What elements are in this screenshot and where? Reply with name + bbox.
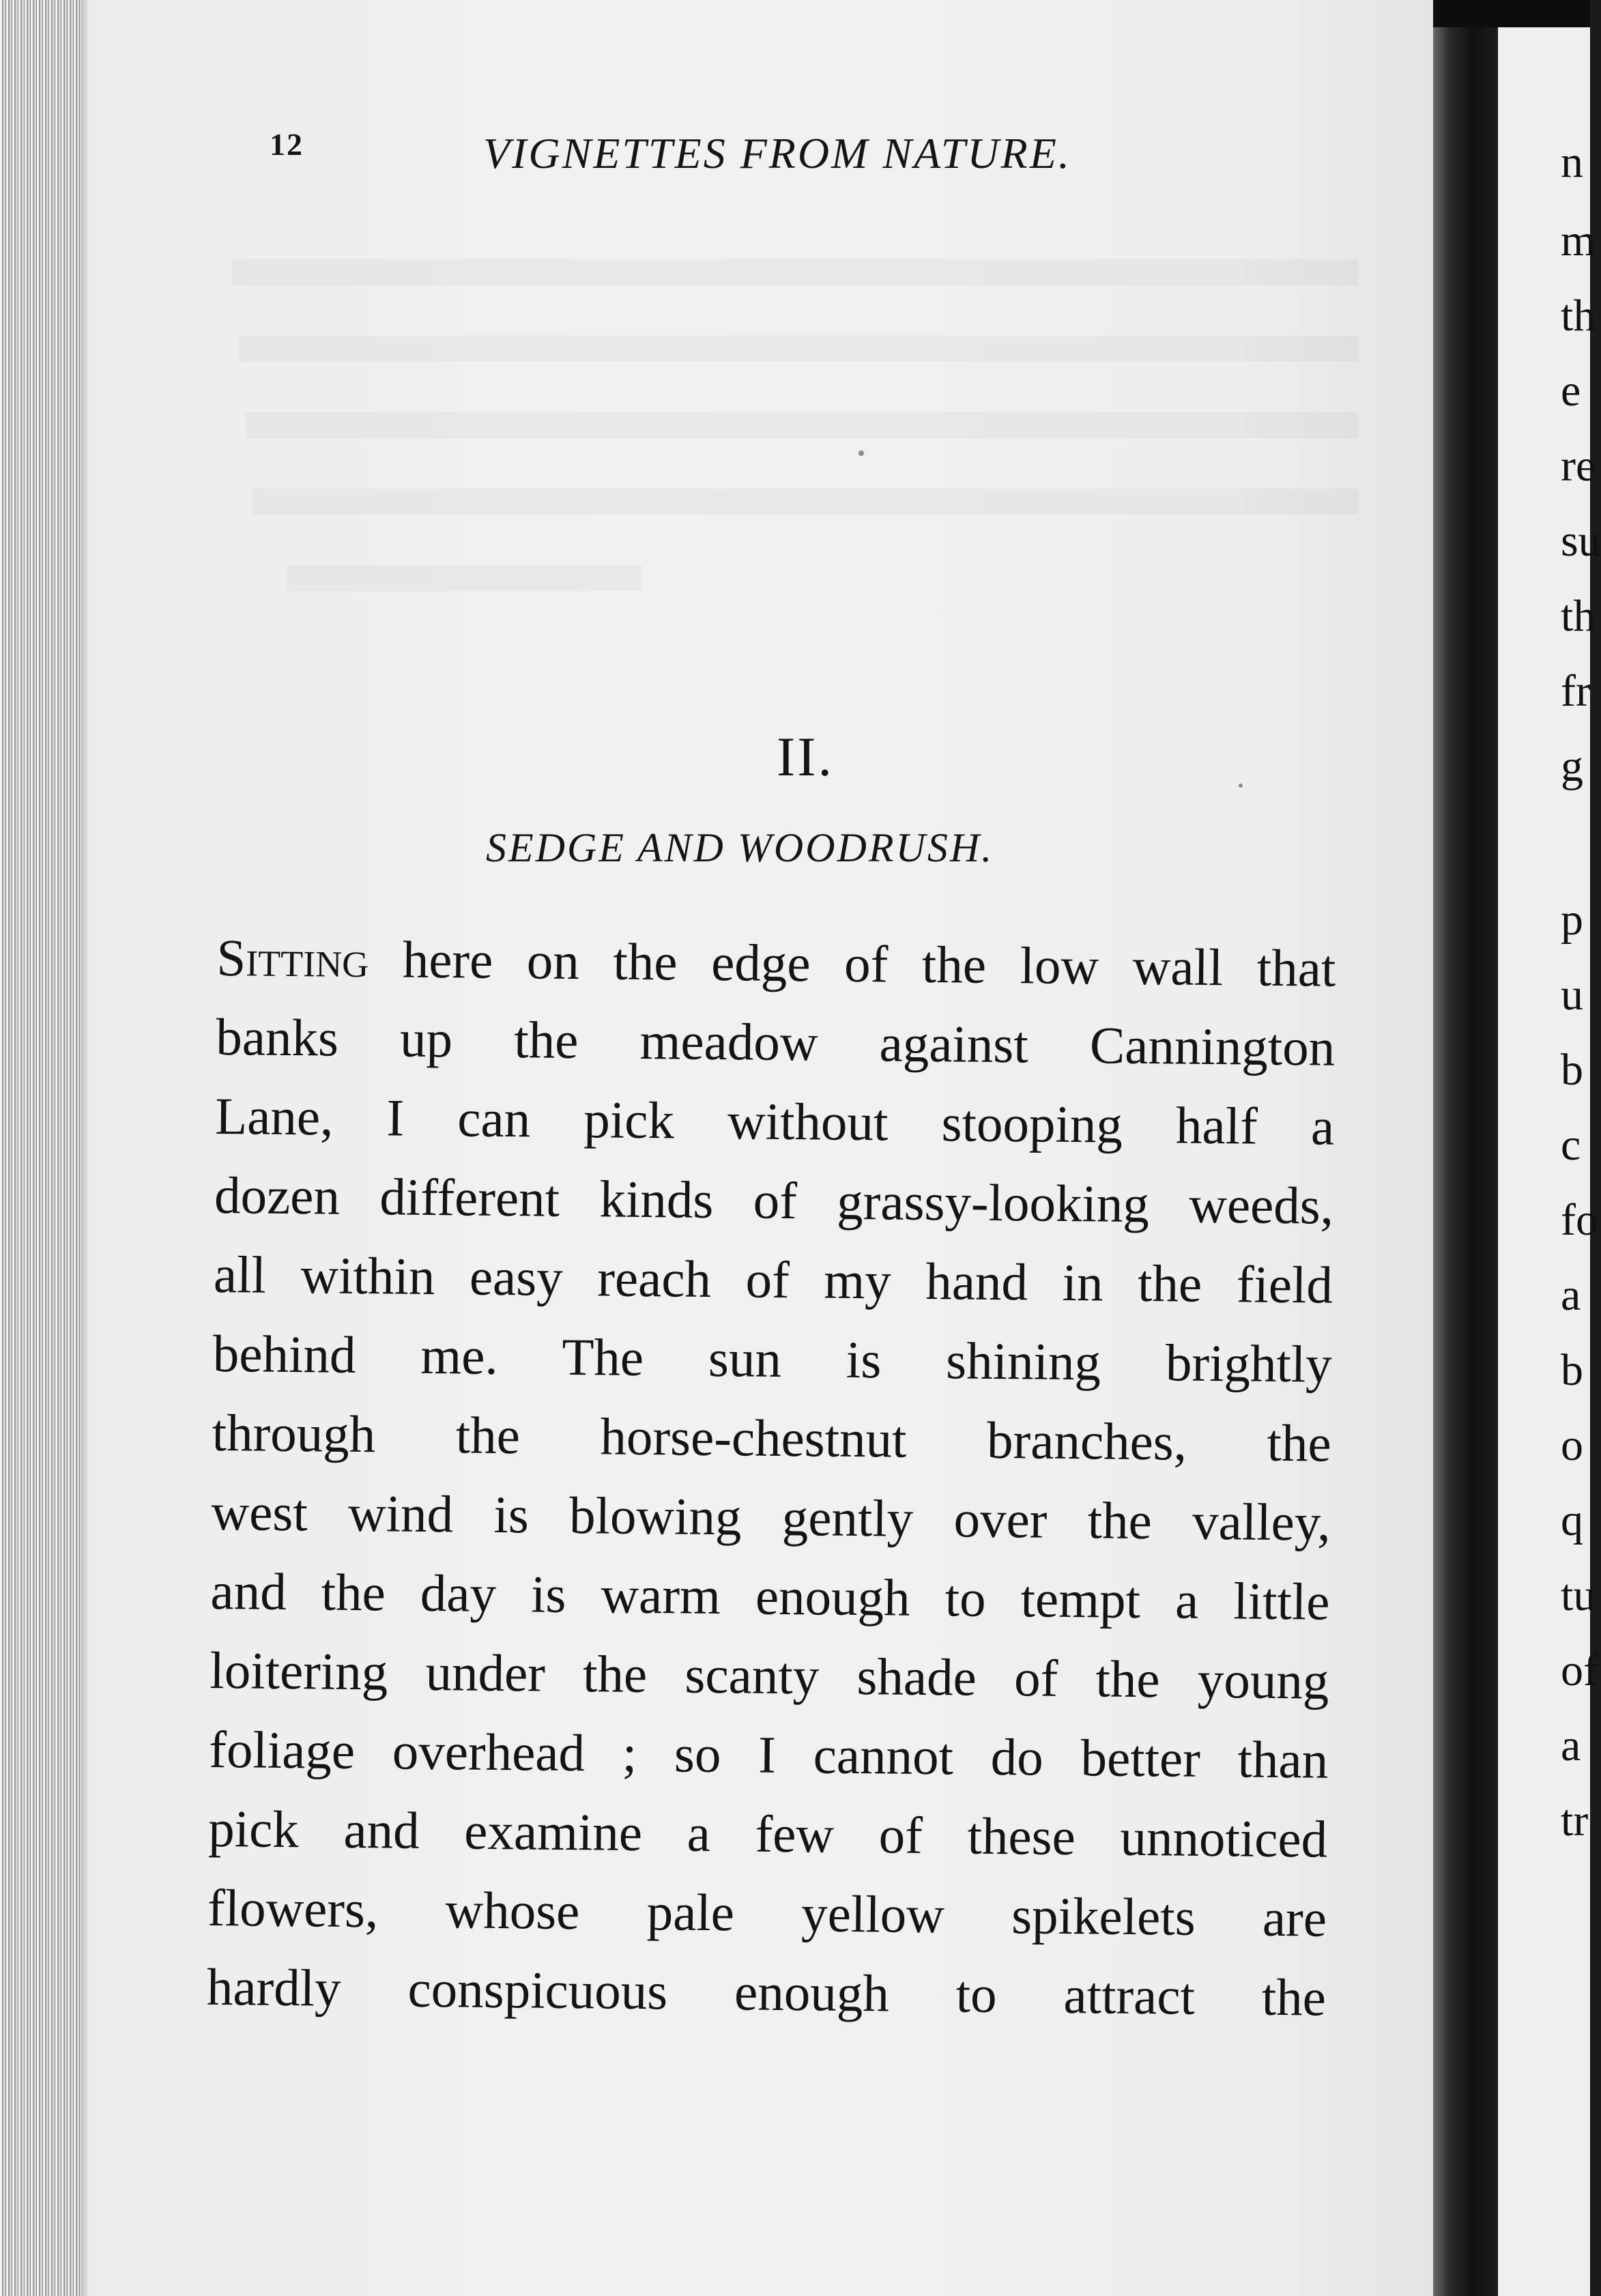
facing-page-text-fragment: o bbox=[1561, 1420, 1583, 1470]
scan-border bbox=[1433, 0, 1590, 27]
facing-page-text-fragment: c bbox=[1561, 1120, 1581, 1170]
facing-page-text-fragment: u bbox=[1561, 970, 1583, 1020]
facing-page-text-fragment: su bbox=[1561, 516, 1601, 566]
facing-page-text-fragment: b bbox=[1561, 1045, 1583, 1095]
facing-page-text-fragment: a bbox=[1561, 1270, 1581, 1320]
facing-page-fragment bbox=[1498, 27, 1601, 2296]
facing-page-text-fragment: of bbox=[1561, 1646, 1598, 1695]
chapter-number: II. bbox=[776, 726, 835, 788]
text-line: foliage overhead ; so I cannot do better than bbox=[208, 1719, 1329, 1790]
facing-page-text-fragment: fr bbox=[1561, 666, 1591, 716]
facing-page-text-fragment: q bbox=[1561, 1495, 1583, 1545]
text-line: all within easy reach of my hand in the field bbox=[213, 1244, 1333, 1315]
opening-word: Sitting bbox=[216, 928, 369, 989]
facing-page-text-fragment: th bbox=[1561, 291, 1596, 341]
facing-page-text-fragment: th bbox=[1561, 591, 1596, 641]
gutter-shadow bbox=[1433, 0, 1498, 2296]
text-line: banks up the meadow against Cannington bbox=[215, 1007, 1336, 1077]
facing-page-text-fragment: g bbox=[1561, 741, 1583, 791]
facing-page-text-fragment: m bbox=[1561, 216, 1596, 266]
text-line: and the day is warm enough to tempt a little bbox=[210, 1561, 1330, 1631]
facing-page-text-fragment: b bbox=[1561, 1345, 1583, 1395]
page-edge-stack bbox=[0, 0, 89, 2296]
text-line: behind me. The sun is shining brightly bbox=[212, 1323, 1333, 1394]
text-line bbox=[216, 918, 1336, 1008]
text-line: flowers, whose pale yellow spikelets are bbox=[207, 1878, 1327, 1948]
text-line: loitering under the scanty shade of the young bbox=[210, 1640, 1329, 1710]
running-head: VIGNETTES FROM NATURE. bbox=[483, 129, 1071, 177]
text-line-content: here on the edge of the low wall that bbox=[368, 930, 1336, 998]
page-number: 12 bbox=[270, 127, 304, 162]
facing-page-text-fragment: re bbox=[1561, 441, 1596, 491]
chapter-title: SEDGE AND WOODRUSH. bbox=[486, 825, 994, 870]
body-paragraph bbox=[206, 918, 1336, 2037]
text-line: hardly conspicuous enough to attract the bbox=[206, 1957, 1327, 2027]
facing-page-text-fragment: e bbox=[1561, 366, 1581, 416]
facing-page-text-fragment: n bbox=[1561, 137, 1583, 187]
facing-page-text-fragment: tu bbox=[1561, 1570, 1596, 1620]
facing-page-text-fragment: tr bbox=[1561, 1796, 1589, 1846]
text-line: through the horse-chestnut branches, the bbox=[212, 1403, 1332, 1473]
text-line: dozen different kinds of grassy-looking weeds, bbox=[214, 1165, 1334, 1235]
paper-speck bbox=[1239, 784, 1243, 788]
text-line: west wind is blowing gently over the valley, bbox=[211, 1482, 1331, 1552]
facing-page-text-fragment: p bbox=[1561, 895, 1583, 945]
facing-page-text-fragment: fo bbox=[1561, 1195, 1598, 1245]
facing-page-text-fragment: a bbox=[1561, 1721, 1581, 1770]
text-line: pick and examine a few of these unnoticed bbox=[207, 1798, 1328, 1869]
paper-speck bbox=[859, 450, 864, 456]
text-line: Lane, I can pick without stooping half a bbox=[214, 1086, 1335, 1156]
